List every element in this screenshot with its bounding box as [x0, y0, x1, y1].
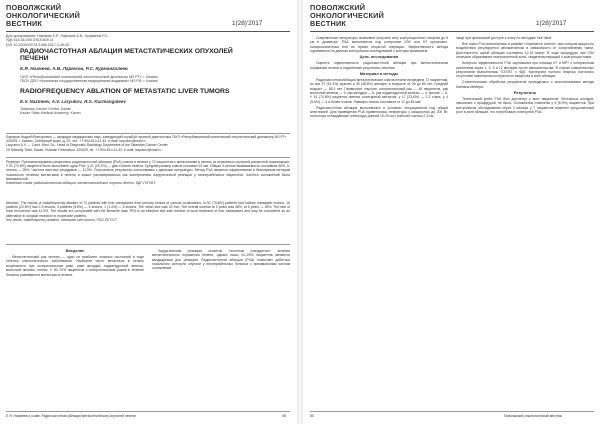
divider	[6, 157, 290, 158]
affiliations-ru	[20, 75, 282, 84]
paragraph: Метастатический рак печени — одно из наиболее опасных состояний в ходе течения онкологического заболевания. Наиболее часто метастазы в печень встречаются при колоректальном раке, раке желудка, поджелудочной железы, молочной железы, легких. У 50–70% пациентов с колоректальным раком в течение болезни развиваются метастазы в печени.	[6, 255, 144, 277]
journal-name	[310, 4, 384, 29]
affiliation: ГБОУ ДПО «Казанская государственная медицинская академия» МЗ РФ, г. Казань	[20, 79, 158, 84]
issue-number: 1(28)'2017	[232, 20, 263, 27]
header-rule	[6, 31, 290, 32]
section-heading: Введение	[65, 248, 85, 253]
affiliation: Tatarstan Cancer Center, Kazan	[20, 107, 72, 111]
section-heading: Материал и методы	[359, 70, 399, 76]
journal-name-line: ПОВОЛЖСКИЙ	[310, 3, 366, 12]
journal-name-line: ПОВОЛЖСКИЙ	[6, 3, 62, 12]
correspondence-en: Laryukov A.V. — Cand. Med. Sc., Head of Diagnostic Radiology Department of the Tatarstan Cancer Center	[6, 143, 168, 148]
citation-line: Для цитирования: Назмеев Е.Р., Ларюков А.В., Курманов Р.С.	[6, 34, 109, 38]
keywords-en: Key words: radiofrequency ablation, metastatic liver tumors, FDG-PET/CT.	[6, 217, 118, 222]
intro-column-2	[152, 249, 290, 273]
journal-name-line: ОНКОЛОГИЧЕСКИЙ	[6, 11, 81, 21]
abstract-en-text: Abstract. The results of radiofrequency ablation of 72 patients with liver metastases from primary tumors of various localizations. In 51 (70.8%) patients had solitary metastatic lesions, 16 patients (22.6%) had 2-3 lesions, 4 patients (5.6%) — 4 lesions, 1 (1.4%) — 6 lesions. The mean size was 22 mm. The overall survival at 3 years was 46%, at 5 years — 28%. The rate of local recurrence was 11.9%. The results are comparable with the literature data. RFA is an effective and safe method of local treatment of liver metastases and may be considered as an alternative to surgical resection in inoperable patients.	[6, 201, 290, 218]
section-heading: Цель исследования	[359, 54, 399, 60]
paragraph: Радиочастотная абляция выполнялась в условиях операционной под общей анестезией. Для проведения РЧА применялись генераторы с мощностью до 200 Вт, используя охлаждаемые электроды длиной 15-25 см с рабочей частью 2-3 см.	[310, 105, 448, 119]
divider	[6, 244, 290, 245]
authors-ru: Е.Я. Назмеев, А.В. Ларюков, Р.С. Курмангалеев	[20, 66, 128, 71]
abstract-ru-text: Реферат. Проанализированы результаты радиочастотной абляции (РЧА) очагов в печени у 72 пациентов с метастазами в печень из первичных опухолей различной локализации. У 51 (70,8%) пациента было выполнено одна РЧА, у 21 (29,2%) — два и более сеанса. Средний размер очагов составил 22 мм. Общая 3-летняя выживаемость составила 46%, 5-летняя — 28%. Частота местных рецидивов — 11,9%. Полученные результаты сопоставимы с данными литературы. Метод РЧА является эффективным и безопасным методом локального лечения метастазов в печени и может рассматриваться как альтернатива хирургической резекции у неоперабельных пациентов. Частота осложнений была минимальной.	[6, 160, 290, 181]
paragraph: Оценить эффективность радиочастотной абляции при метастатическом поражении печени и отдалённые результаты лечения.	[310, 61, 448, 70]
abstract-en	[6, 201, 290, 222]
section-heading: Результаты	[513, 89, 537, 95]
journal-name-line: ВЕСТНИК	[310, 19, 347, 29]
divider	[6, 133, 290, 134]
binding-gutter	[297, 0, 303, 424]
paragraph: Статистическая обработка результатов проводилась с использованием метода Каплана-Мейера.	[456, 80, 594, 89]
affiliation: Kazan State Medical Academy, Kazan	[20, 111, 81, 116]
paragraph: Современные генераторы позволяют получать зону коагуляционного некроза до 5 см в диаметре. РЧА выполняется под контролем УЗИ или КТ чрескожно, лапароскопически или во время открытой операции. Эффективность метода оценивается по данным контрольных исследований с контрастированием.	[310, 36, 448, 54]
paragraph: Радиочастотная абляция метастатических очагов печени проведена 72 пациентам, из них 37 (51,4%) мужчин и 35 (48,6%) женщин, в возрасте от 26 до 80 лет. Средний возраст — 58,3 лет. Первичные опухоли: колоректальный рак — 45 пациентов, рак молочной железы — 9, рак желудка — 6, рак поджелудочной железы — 4, прочие — 8. У 51 (70,8%) пациента имелся солитарный метастаз, у 17 (23,6%) — 2-3 очага, у 4 (5,6%) — 4 и более очагов. Размеры очагов составили от 11 до 55 мм.	[310, 77, 448, 104]
title-line: ПЕЧЕНИ	[20, 55, 49, 63]
doi: DOI 10.32000/2078-1466-2017-1-49-52	[6, 42, 70, 47]
paragraph: чаще при чрескожной доступе к очагу по методике free hand.	[456, 36, 553, 40]
left-page	[0, 0, 296, 424]
affiliations-en	[20, 107, 282, 116]
journal-name	[6, 4, 80, 29]
intro-column-1	[6, 249, 144, 279]
right-page	[304, 0, 600, 424]
running-footer: Е.Я. Назмеев и соавт. Радиочастотная абляция метастатических опухолей печени	[6, 414, 136, 418]
page-number: 49	[282, 414, 286, 418]
correspondence-block	[6, 135, 290, 152]
correspondence-en-address: 29 Sibirskiy Trakt, Kazan, Russian Federation, 420029, tel. +7-904-614-11-42, e-mail: laryukov@mail.ru	[6, 147, 162, 152]
header-rule	[310, 31, 594, 32]
authors-en: E.V. Nazmeev, A.V. Laryukov, R.S. Kurmangaleev	[20, 99, 126, 104]
correspondence-ru: Ларюков Андрей Викторович — кандидат медицинских наук, заведующий службой лучевой диагностики ГАУЗ «Республиканский клинический онкологический диспансер МЗ РТ»	[6, 135, 287, 139]
article-title-ru	[20, 48, 282, 63]
paragraph: Хирургическая резекция остаётся «золотым стандартом» лечения метастатического поражения печени, однако лишь 10–25% пациентов являются кандидатами для резекции. Радиочастотная абляция (РЧА) позволяет добиться локального контроля опухоли у неоперабельных больных с минимальным числом осложнений.	[152, 249, 290, 271]
footer-rule	[310, 411, 594, 412]
issue-number: 1(28)'2017	[536, 20, 567, 27]
title-line: РАДИОЧАСТОТНАЯ АБЛАЦИЯ МЕТАСТАТИЧЕСКИХ ОПУХОЛЕЙ	[20, 48, 233, 55]
journal-name-line: ОНКОЛОГИЧЕСКИЙ	[310, 11, 385, 21]
udc-code: УДК 616.36-006.3:615.849.11	[6, 38, 54, 43]
journal-name-line: ВЕСТНИК	[6, 19, 43, 29]
article-title-en: RADIOFREQUENCY ABLATION OF METASTATIC LIVER TUMORS	[20, 88, 230, 95]
abstract-ru	[6, 160, 290, 185]
article-meta	[6, 34, 206, 47]
footer-rule	[6, 411, 290, 412]
page-number: 50	[310, 414, 314, 418]
paragraph: Контроль эффективности РЧА оценивался при помощи КТ и МРТ с контрастным усилением через 1, 3, 6 и 12 месяцев после вмешательства. В случае сомнительных результатов выполнялась ПЭТ/КТ с ФДГ. Критерием полного некроза считалось отсутствие накопления контрастного вещества в зоне абляции.	[456, 61, 594, 79]
running-footer: Поволжский онкологический вестник	[504, 414, 562, 418]
affiliation: ГАУЗ «Республиканский клинический онкологический диспансер МЗ РТ», г. Казань	[20, 75, 158, 79]
paragraph: Технический успех РЧА был достигнут у всех пациентов. Летальных исходов, связанных с процедурой, не было. Осложнения отмечены у 5 (6,9%) пациентов. При контрольном обследовании через 3 месяца у 7 пациентов выявлен продолженный рост в зоне абляции, что потребовало повторной РЧА.	[456, 97, 594, 115]
keywords-ru: Ключевые слова: радиочастотная абляция, метастатические опухоли печени, ФДГ-ПЭТ/КТ.	[6, 181, 156, 186]
correspondence-ru-address: 420029, г. Казань, Сибирский тракт, д. 29, тел. +7-904-614-11-42, e-mail: laryukov@mail.ru	[6, 139, 146, 144]
paragraph: Все очаги РЧА выполнялись в режиме «Impedance control», при котором мощность воздействия регулируется автоматически в зависимости от сопротивления ткани. Длительность одной абляции составила 12-15 минут. В ходе процедуры при УЗИ отмечали образование гиперэхогенной зоны, свидетельствующей о коагуляции ткани.	[456, 42, 594, 60]
body-column-1	[310, 36, 448, 121]
body-column-2	[456, 36, 594, 116]
